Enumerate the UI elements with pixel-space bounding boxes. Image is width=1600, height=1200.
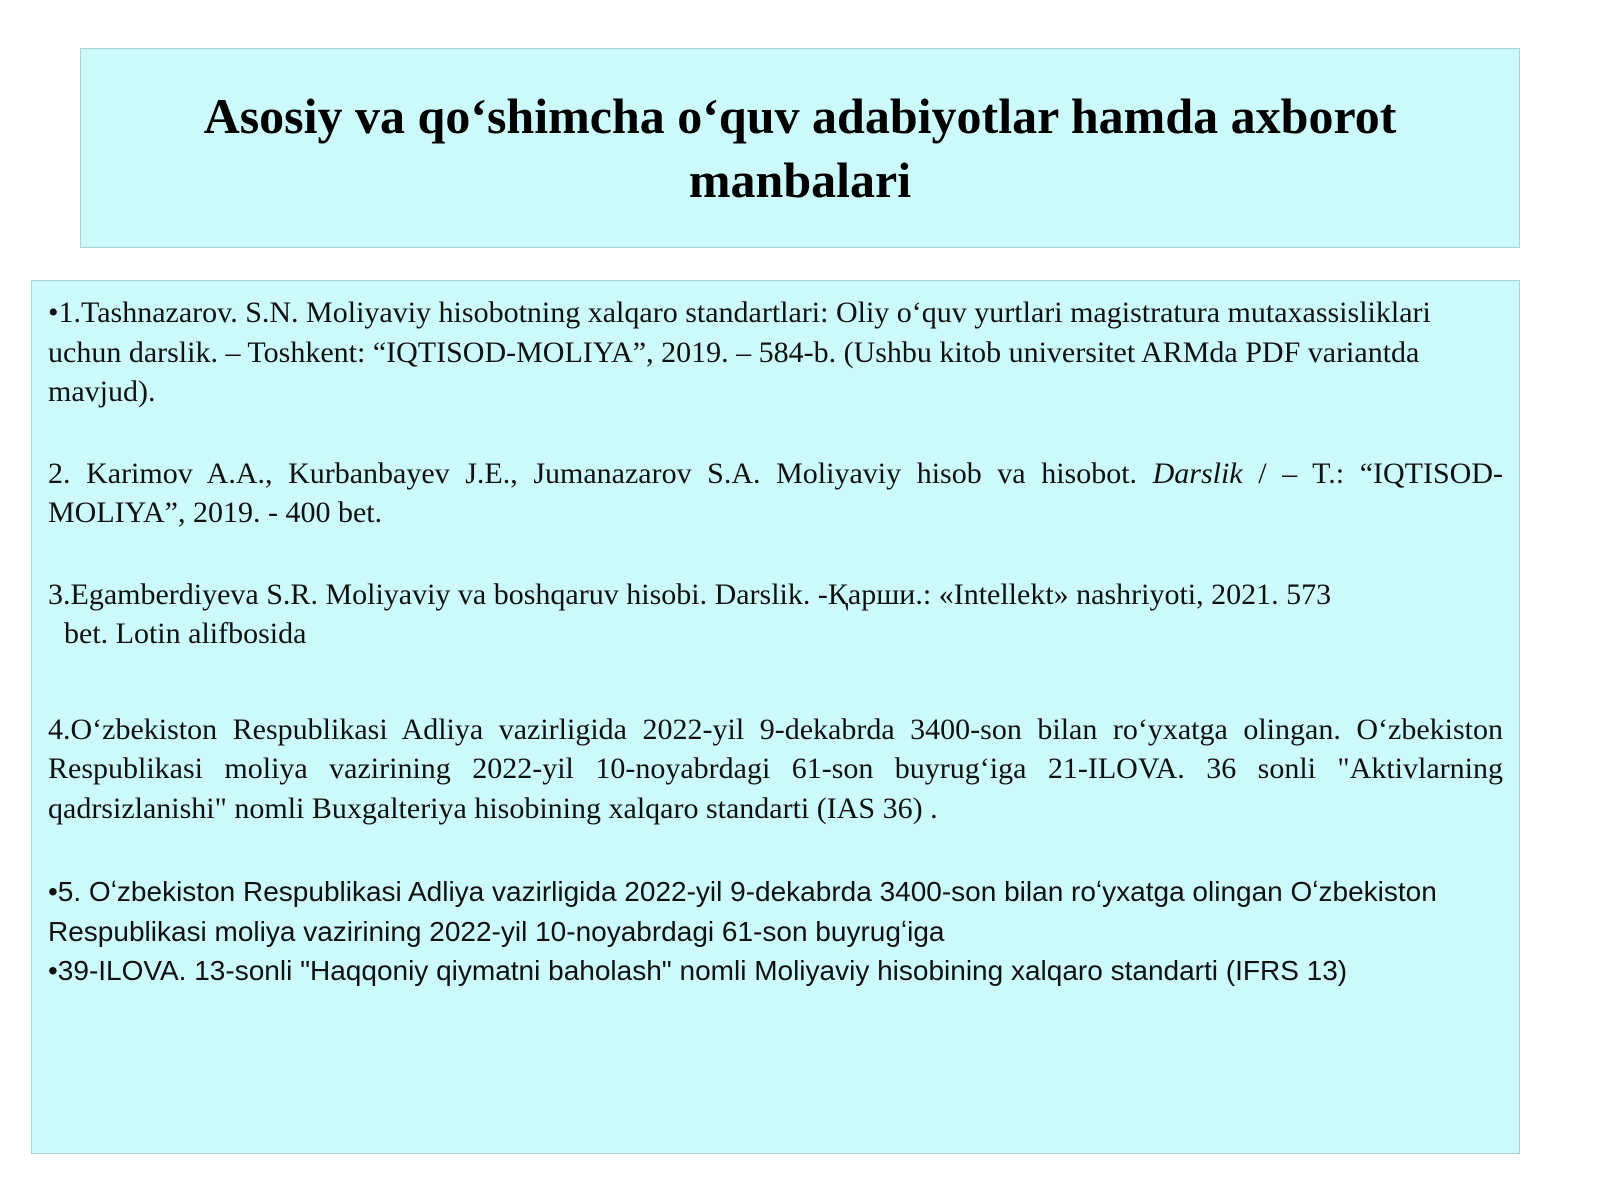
references-box (31, 280, 1520, 1154)
reference-item-6: •39-ILOVA. 13-sonli "Haqqoniy qiymatni baholash" nomli Moliyaviy hisobining xalqaro standarti (IFRS 13) (48, 955, 1348, 986)
reference-3-line-1: 3.Egamberdiyeva S.R. Moliyaviy va boshqaruv hisobi. Darslik. -Қарши.: «Intellekt» nashriyoti, 2021. 573 (48, 577, 1332, 611)
reference-item-3 (48, 575, 1503, 654)
reference-2-main-text: 2. Karimov A.A., Kurbanbayev J.E., Jumanazarov S.A. Moliyaviy hisob va hisobot. (48, 456, 1153, 490)
reference-2-tail-text: / – T.: “IQTISOD-MOLIYA”, 2019. - 400 bet. (48, 456, 1503, 529)
slide-title: Asosiy va qoʻshimcha oʻquv adabiyotlar hamda axborot manbalari (203, 88, 1397, 208)
reference-item-2 (48, 454, 1503, 533)
slide-title-box (80, 48, 1520, 248)
reference-item-5: •5. Oʻzbekiston Respublikasi Adliya vazirligida 2022-yil 9-dekabrda 3400-son bilan roʻyxatga olingan Oʻzbekiston Respublikasi moliya vazirining 2022-yil 10-noyabrdagi 61-son buyrugʻiga (48, 876, 1437, 947)
reference-2-italic-text: Darslik (1152, 456, 1243, 490)
reference-item-1: •1.Tashnazarov. S.N. Moliyaviy hisobotning xalqaro standartlari: Oliy oʻquv yurtlari magistratura mutaxassisliklari uchun darslik. – Toshkent: “IQTISOD-MOLIYA”, 2019. – 584-b. (Ushbu kitob universitet ARMda PDF variantda mavjud). (48, 296, 1431, 408)
reference-item-4: 4.Oʻzbekiston Respublikasi Adliya vazirligida 2022-yil 9-dekabrda 3400-son bilan roʻyxatga olingan. Oʻzbekiston Respublikasi moliya vazirining 2022-yil 10-noyabrdagi 61-son buyrugʻiga 21-ILOVA. 36 sonli "Aktivlarning qadrsizlanishi" nomli Buxgalteriya hisobining xalqaro standarti (IAS 36) . (48, 712, 1503, 825)
reference-3-line-2: bet. Lotin alifbosida (64, 617, 307, 650)
